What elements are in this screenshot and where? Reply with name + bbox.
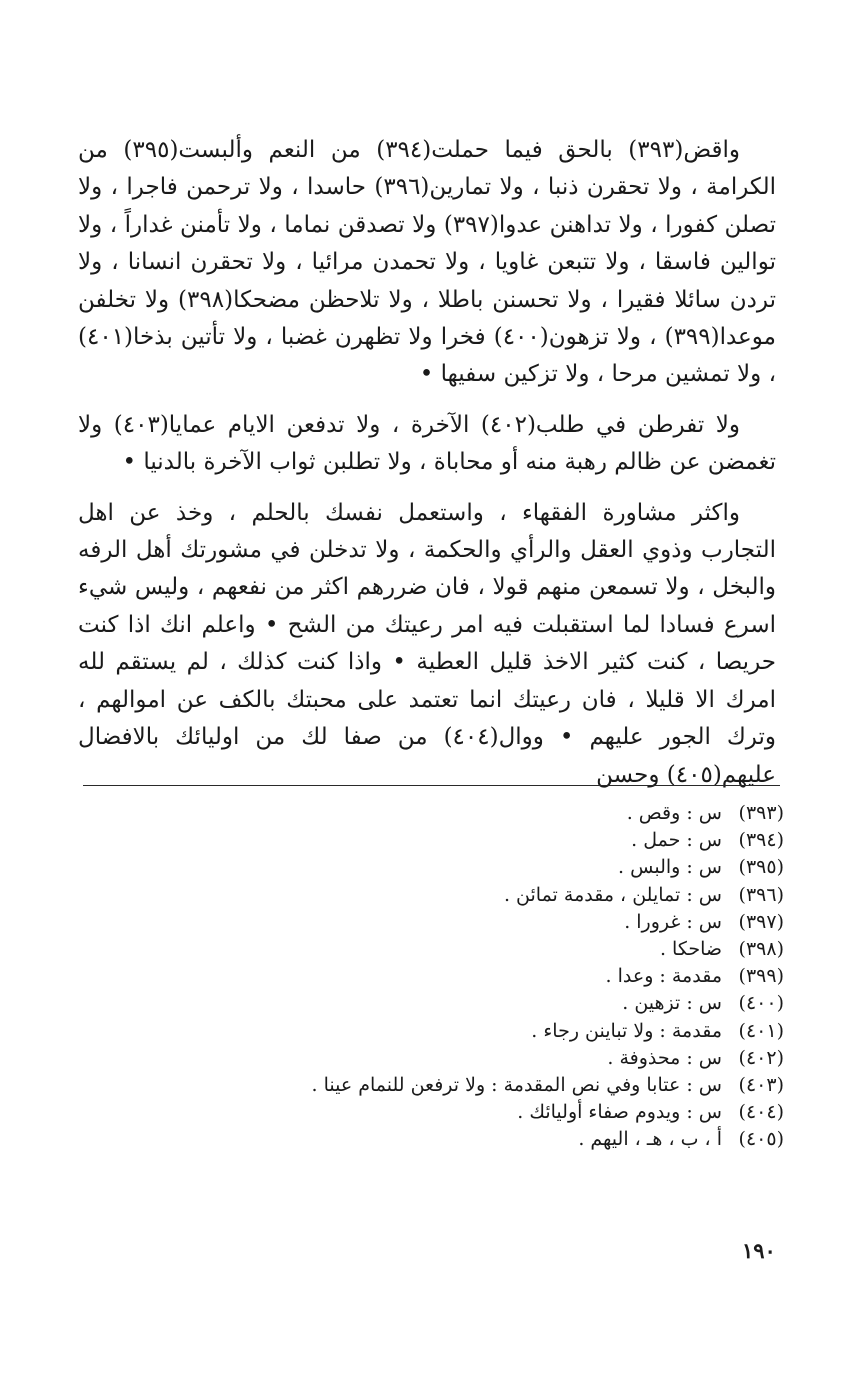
footnote-text: س : محذوفة . [607, 1046, 722, 1069]
footnote-text: مقدمة : وعدا . [605, 965, 722, 988]
footnote-text: س : ويدوم صفاء أوليائك . [517, 1101, 722, 1124]
footnote-number: (٣٩٩) [738, 965, 784, 988]
footnote-399 [200, 963, 784, 990]
footnote-text: س : عتابا وفي نص المقدمة : ولا ترفعن للنمام عينا . [311, 1073, 722, 1096]
main-text [78, 132, 776, 794]
page-number: ١٩٠ [742, 1238, 776, 1263]
footnote-text: س : حمل . [631, 829, 722, 852]
footnote-text: س : تمايلن ، مقدمة تمائن . [503, 883, 722, 906]
footnote-393 [200, 800, 784, 827]
footnote-number: (٤٠١) [738, 1019, 784, 1042]
footnote-number: (٣٩٦) [738, 883, 784, 906]
footnote-number: (٣٩٥) [738, 856, 784, 879]
footnote-404 [200, 1099, 784, 1126]
footnotes [200, 800, 784, 1153]
footnote-number: (٤٠٠) [738, 992, 784, 1015]
footnote-401 [200, 1018, 784, 1045]
footnote-text: س : تزهين . [622, 992, 722, 1015]
footnote-405 [200, 1126, 784, 1153]
paragraph-1: واقض(٣٩٣) بالحق فيما حملت(٣٩٤) من النعم وألبست(٣٩٥) من الكرامة ، ولا تحقرن ذنبا ، ولا تمارين(٣٩٦) حاسدا ، ولا ترحمن فاجرا ، ولا تصلن كفورا ، ولا تداهنن عدوا(٣٩٧) ولا تصدقن نماما ، ولا تأمنن غداراً ، ولا توالين فاسقا ، ولا تتبعن غاويا ، ولا تحمدن مرائيا ، ولا تحقرن انسانا ، ولا تردن سائلا فقيرا ، ولا تحسنن باطلا ، ولا تلاحظن مضحكا(٣٩٨) ولا تخلفن موعدا(٣٩٩) ، ولا تزهون(٤٠٠) فخرا ولا تظهرن غضبا ، ولا تأتين بذخا(٤٠١) ، ولا تمشين مرحا ، ولا تزكين سفيها • [78, 137, 777, 388]
footnote-396 [200, 882, 784, 909]
footnote-number: (٤٠٣) [738, 1073, 784, 1096]
footnote-number: (٣٩٤) [738, 829, 784, 852]
paragraph-3: واكثر مشاورة الفقهاء ، واستعمل نفسك بالحلم ، وخذ عن اهل التجارب وذوي العقل والرأي والحكمة ، ولا تدخلن في مشورتك أهل الرفه والبخل ، ولا تسمعن منهم قولا ، فان ضررهم اكثر من نفعهم ، وليس شيء اسرع فسادا لما استقبلت فيه امر رعيتك من الشح • واعلم انك اذا كنت حريصا ، كنت كثير الاخذ قليل العطية • واذا كنت كذلك ، لم يستقم لله امرك الا قليلا ، فان رعيتك انما تعتمد على محبتك بالكف عن اموالهم ، وترك الجور عليهم • ووال(٤٠٤) من صفا لك من اوليائك بالافضال عليهم(٤٠٥) وحسن [78, 499, 776, 788]
footnote-text: س : غرورا . [624, 910, 722, 933]
footnote-number: (٤٠٤) [738, 1101, 784, 1124]
footnote-398 [200, 936, 784, 963]
footnote-number: (٣٩٣) [738, 802, 784, 824]
footnote-text: س : والبس . [618, 856, 722, 879]
footnote-403 [200, 1072, 784, 1099]
footnote-text: مقدمة : ولا تباينن رجاء . [531, 1019, 722, 1042]
footnote-397 [200, 909, 784, 936]
footnote-number: (٣٩٨) [738, 937, 784, 960]
footnote-394 [200, 827, 784, 854]
footnote-number: (٣٩٧) [738, 910, 784, 933]
footnote-divider [83, 785, 780, 786]
footnote-text: ضاحكا . [659, 937, 722, 960]
footnote-number: (٤٠٥) [738, 1128, 784, 1151]
footnote-text: أ ، ب ، هـ ، اليهم . [578, 1128, 722, 1151]
paragraph-2: ولا تفرطن في طلب(٤٠٢) الآخرة ، ولا تدفعن الايام عمايا(٤٠٣) ولا تغمضن عن ظالم رهبة منه أو محاباة ، ولا تطلبن ثواب الآخرة بالدنيا • [78, 411, 776, 476]
footnote-number: (٤٠٢) [738, 1046, 784, 1069]
footnote-395 [200, 854, 784, 881]
footnote-text: س : وقص . [626, 802, 722, 824]
footnote-400 [200, 990, 784, 1017]
footnote-402 [200, 1045, 784, 1072]
